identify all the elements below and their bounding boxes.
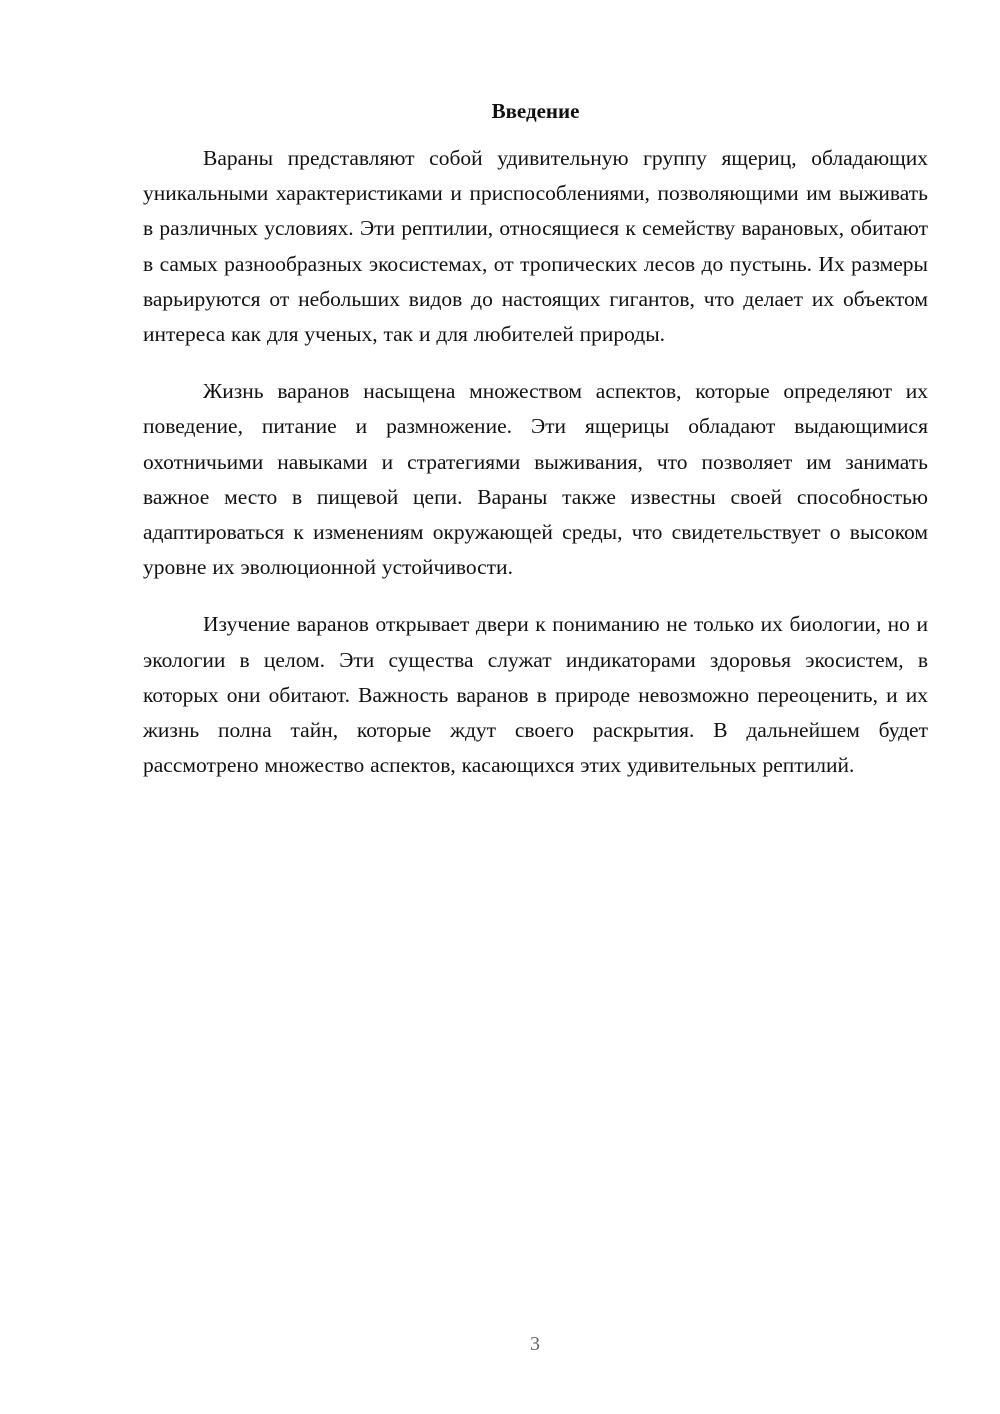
page-number: 3 — [530, 1333, 540, 1355]
paragraph-1: Вараны представляют собой удивительную группу ящериц, обладающих уникальными характеристиками и приспособлениями, позволяющими им выживать в различных условиях. Эти рептилии, относящиеся к семейству варановых, обитают в самых разнообразных экосистемах, от тропических лесов до пустынь. Их размеры варьируются от небольших видов до настоящих гигантов, что делает их объектом интереса как для ученых, так и для любителей природы. — [143, 146, 928, 347]
section-title: Введение — [491, 99, 580, 123]
paragraph-3: Изучение варанов открывает двери к пониманию не только их биологии, но и экологии в целом. Эти существа служат индикаторами здоровья экосистем, в которых они обитают. Важность варанов в природе невозможно переоценить, и их жизнь полна тайн, которые ждут своего раскрытия. В дальнейшем будет рассмотрено множество аспектов, касающихся этих удивительных рептилий. — [143, 612, 928, 778]
page-content — [143, 95, 928, 805]
paragraph-2: Жизнь варанов насыщена множеством аспектов, которые определяют их поведение, питание и размножение. Эти ящерицы обладают выдающимися охотничьими навыками и стратегиями выживания, что позволяет им занимать важное место в пищевой цепи. Вараны также известны своей способностью адаптироваться к изменениям окружающей среды, что свидетельствует о высоком уровне их эволюционной устойчивости. — [143, 379, 928, 580]
